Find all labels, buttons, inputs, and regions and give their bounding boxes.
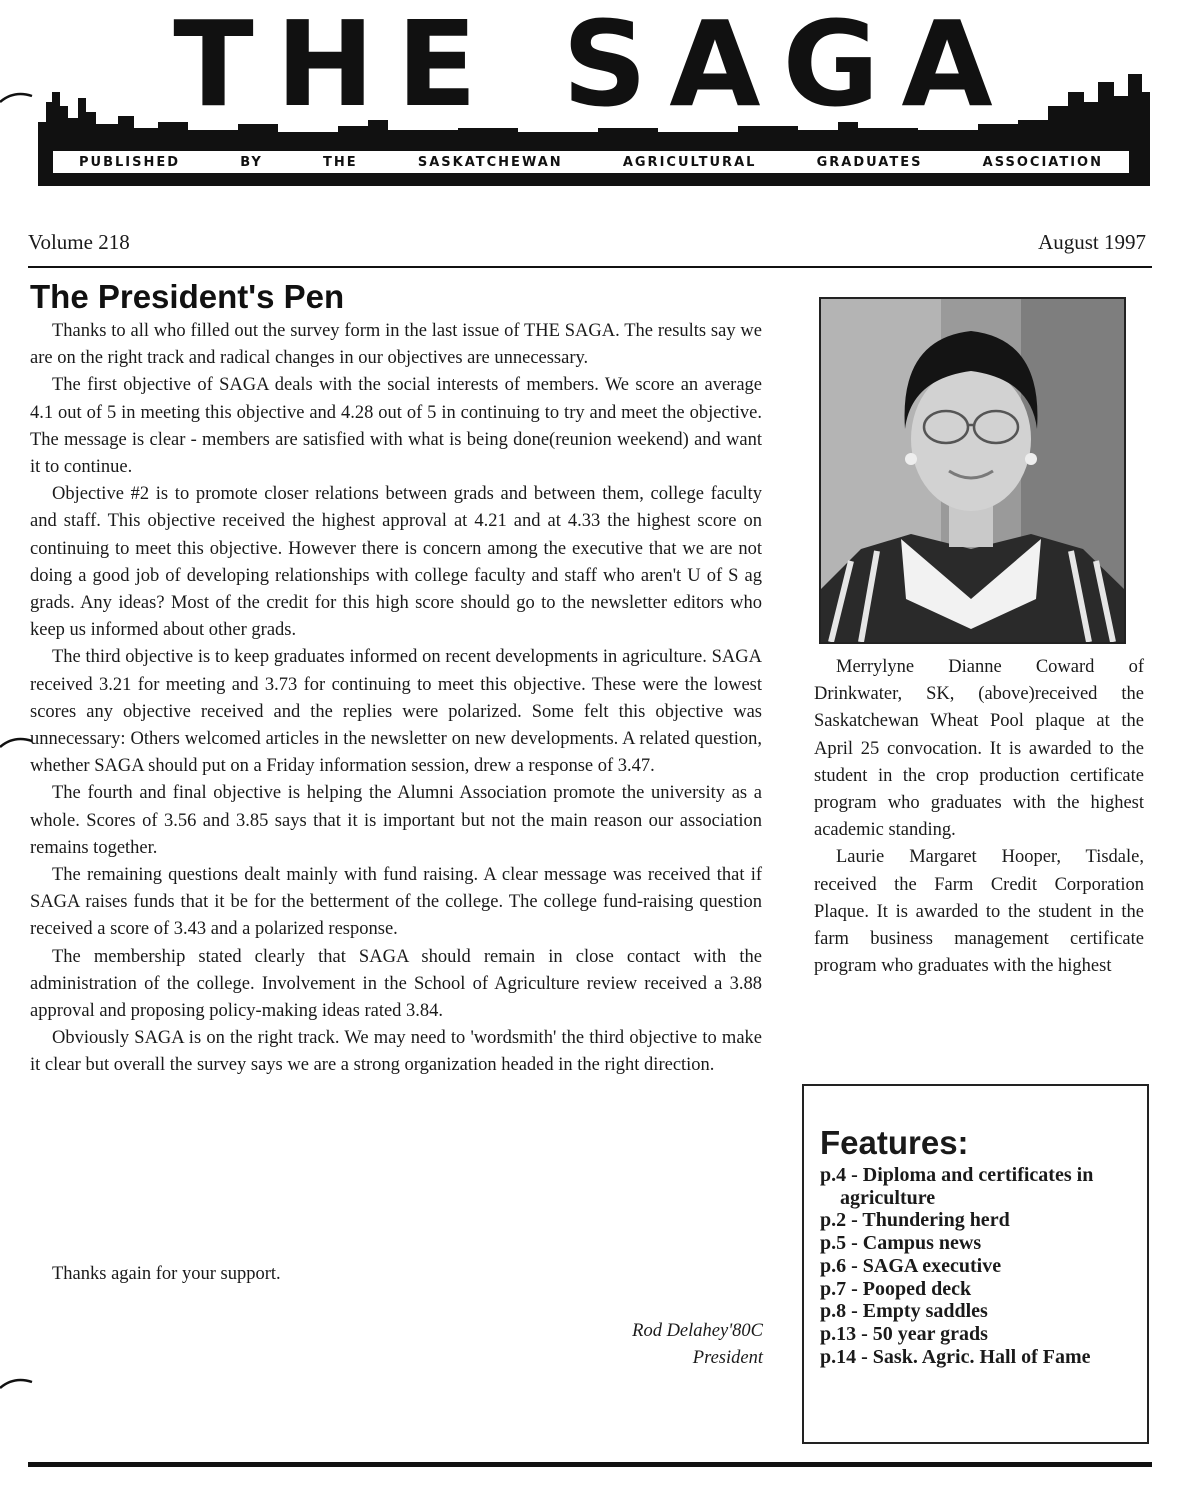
features-item: p.4 - Diploma and certificates in agriculture bbox=[820, 1164, 1094, 1209]
article-paragraph: The first objective of SAGA deals with the social interests of members. We score an average 4.1 out of 5 in meeting this objective and 4.28 out of 5 in continuing to try and meet the objective. The message is clear - members are satisfied with what is being done(reunion weekend) and want it to continue. bbox=[30, 375, 762, 478]
footer-divider bbox=[28, 1462, 1152, 1467]
article-paragraph: The membership stated clearly that SAGA should remain in close contact with the administration of the college. Involvement in the School of Agriculture review received a 3.88 approval and proposing policy-making ideas rated 3.84. bbox=[30, 946, 762, 1022]
features-list bbox=[820, 1164, 1147, 1368]
article-paragraph: Thanks to all who filled out the survey form in the last issue of THE SAGA. The results say we are on the right track and radical changes in our objectives are unnecessary. bbox=[30, 321, 762, 369]
features-title: Features: bbox=[820, 1124, 969, 1161]
features-item: p.13 - 50 year grads bbox=[820, 1322, 988, 1345]
article-title: The President's Pen bbox=[30, 278, 345, 315]
article-body bbox=[30, 318, 762, 1080]
article-paragraph: Objective #2 is to promote closer relations between grads and between them, college faculty and staff. This objective received the highest approval at 4.21 and at 4.33 the highest score on continuing to meet this objective. However there is concern among the executive that we are not doing a good job of developing relationships with college faculty and staff who aren't U of S ag grads. Any ideas? Most of the credit for this high score should go to the newsletter editors who keep us informed about other grads. bbox=[30, 484, 762, 641]
features-item: p.8 - Empty saddles bbox=[820, 1300, 988, 1323]
article-paragraph: The fourth and final objective is helping the Alumni Association promote the university as a whole. Scores of 3.56 and 3.85 says that it is important but not the main reason our association remains together. bbox=[30, 783, 762, 858]
features-item: p.6 - SAGA executive bbox=[820, 1254, 1002, 1277]
portrait-illustration bbox=[821, 299, 1124, 642]
portrait-photo bbox=[819, 297, 1126, 644]
publisher-word: THE bbox=[323, 155, 358, 170]
masthead-title: THE SAGA bbox=[173, 0, 1015, 133]
signature-title: President bbox=[692, 1348, 763, 1368]
binder-hole-mark bbox=[0, 735, 34, 749]
publisher-band bbox=[38, 144, 1150, 186]
publisher-word: PUBLISHED bbox=[79, 155, 181, 170]
features-item: p.2 - Thundering herd bbox=[820, 1209, 1010, 1232]
header-divider bbox=[28, 266, 1152, 268]
publisher-word: SASKATCHEWAN bbox=[417, 155, 563, 170]
photo-caption bbox=[814, 654, 1144, 980]
publisher-word: GRADUATES bbox=[816, 155, 923, 170]
article-closing: Thanks again for your support. bbox=[52, 1264, 281, 1284]
publisher-word: AGRICULTURAL bbox=[622, 155, 757, 170]
features-item: p.14 - Sask. Agric. Hall of Fame bbox=[820, 1345, 1091, 1368]
masthead bbox=[38, 0, 1150, 186]
publisher-word: ASSOCIATION bbox=[982, 155, 1103, 170]
publisher-word: BY bbox=[240, 155, 263, 170]
article-paragraph: The remaining questions dealt mainly with fund raising. A clear message was received that if SAGA raises funds that it be for the betterment of the college. The college fund-raising question received a score of 3.43 and a polarized response. bbox=[30, 865, 762, 940]
features-item: p.5 - Campus news bbox=[820, 1232, 982, 1255]
article-paragraph: The third objective is to keep graduates informed on recent developments in agriculture. SAGA received 3.21 for meeting and 3.73 for continuing to meet this objective. These were the lowest scores any objective received and the replies were polarized. Some felt this objective was unnecessary: Others welcomed articles in the newsletter on new developments. A related question, whether SAGA should put on a Friday information session, drew a response of 3.47. bbox=[30, 647, 762, 777]
features-box bbox=[802, 1084, 1149, 1444]
binder-hole-mark bbox=[0, 1376, 34, 1390]
article-paragraph: Obviously SAGA is on the right track. We may need to 'wordsmith' the third objective to make it clear but overall the survey says we are a strong organization headed in the right direction. bbox=[30, 1028, 762, 1076]
issue-volume: Volume 218 bbox=[28, 230, 130, 254]
issue-date: August 1997 bbox=[1038, 230, 1146, 254]
caption-paragraph: Merrylyne Dianne Coward of Drinkwater, SK, (above)received the Saskatchewan Wheat Pool plaque at the April 25 convocation. It is awarded to the student in the crop production certificate program who graduates with the highest academic standing. bbox=[814, 657, 1144, 841]
publisher-line bbox=[52, 150, 1130, 174]
signature-block bbox=[632, 1318, 763, 1372]
features-item: p.7 - Pooped deck bbox=[820, 1277, 972, 1300]
caption-paragraph: Laurie Margaret Hooper, Tisdale, received the Farm Credit Corporation Plaque. It is awarded to the student in the farm business management certificate program who graduates with the highest bbox=[814, 847, 1144, 977]
signature-name: Rod Delahey'80C bbox=[632, 1321, 763, 1341]
binder-hole-mark bbox=[0, 90, 34, 104]
